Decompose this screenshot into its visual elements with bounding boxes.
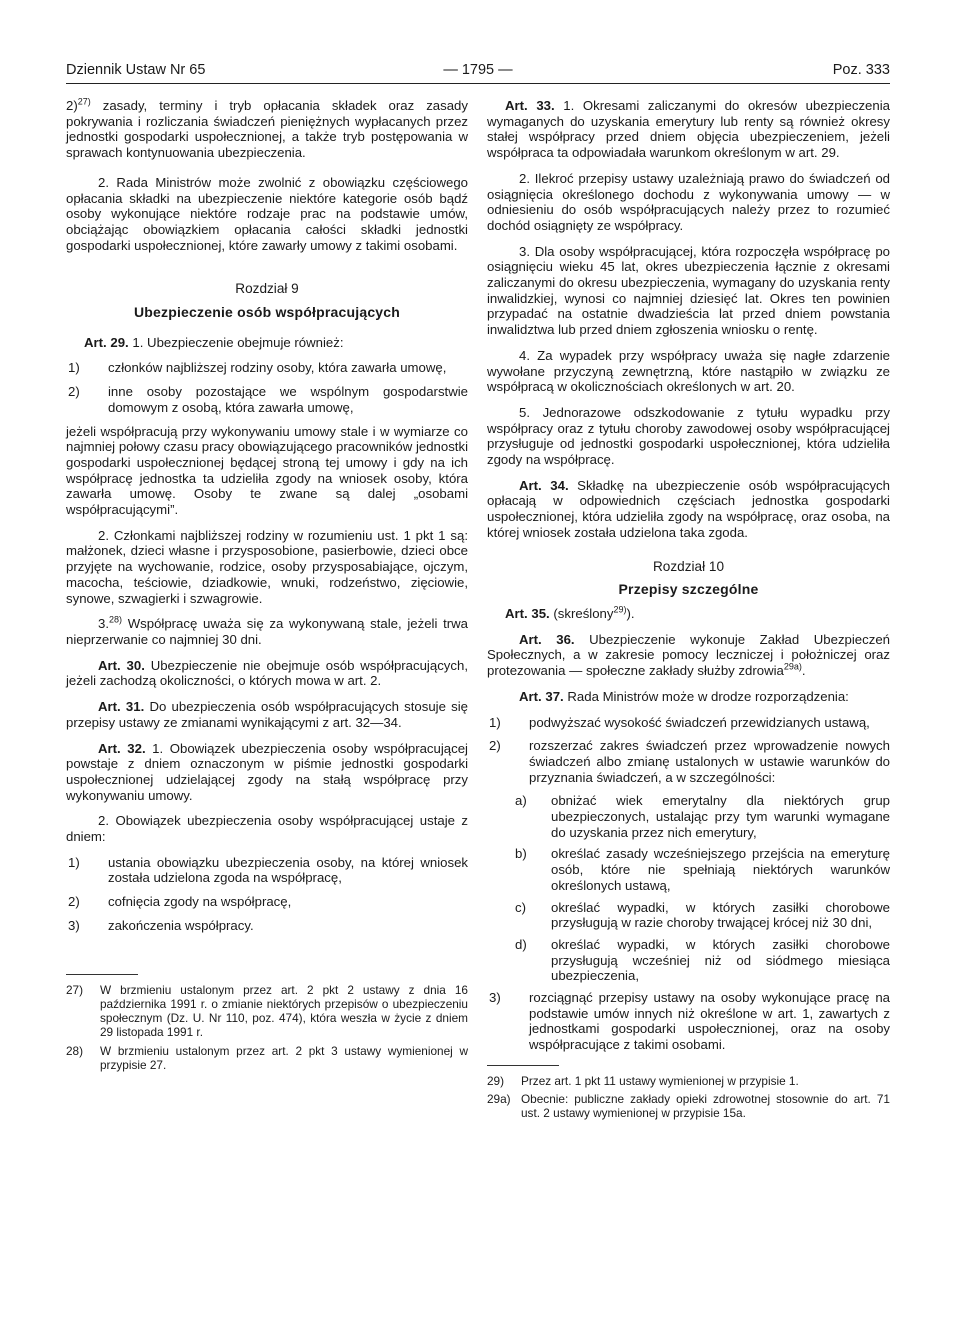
item-text: zakończenia współpracy. [108, 917, 254, 933]
article-label: Art. 32. [98, 740, 146, 756]
paragraph: 2. Obowiązek ubezpieczenia osoby współpracującej ustaje z dniem: [66, 813, 468, 845]
item-text: zasady, terminy i tryb opłacania składek oraz zasady pokrywania i rozliczania świadczeń pieniężnych wypłacanych przez jednostki gospodarki uspołecznionej, a także tryb postępowania w sprawach kontynuowania ubezpieczenia. [66, 98, 468, 161]
paragraph: 2. Członkami najbliższej rodziny w rozumieniu ust. 1 pkt 1 są: małżonek, dzieci własne i przysposobione, pasierbowie, dzieci obce przyjęte na wychowanie, rodzice, osoby przysposabiające, ojczym, macocha, teściowie, dziadkowie, wnuki, rodzeństwo, zięciowie, synowe, szwagierki i szwagrowie. [66, 527, 468, 606]
chapter-heading: Rozdział 9 [235, 281, 299, 297]
item-text: cofnięcia zgody na współpracę, [108, 894, 292, 910]
list-item [66, 918, 468, 934]
item-number: 2) [68, 384, 80, 400]
article-30 [66, 658, 468, 689]
item-number: 3) [68, 917, 80, 933]
right-column [487, 98, 890, 1125]
item-number: 1) [489, 714, 501, 730]
article-label: Art. 29. [84, 334, 129, 350]
item-text: podwyższać wysokość świadczeń przewidzianych ustawą, [529, 714, 870, 730]
article-label: Art. 33. [505, 98, 555, 113]
item-text: rozszerzać zakres świadczeń przez wprowadzenie nowych świadczeń albo zmianę ustalonych w ustawie warunków do przyznania świadczeń, a w szczególności: [529, 738, 890, 785]
article-label: Art. 31. [98, 699, 145, 715]
page-header [66, 62, 890, 84]
article-label: Art. 37. [519, 688, 564, 704]
footnote-number: 28) [66, 1043, 84, 1058]
paragraph: 3. Dla osoby współpracującej, która rozpoczęła współpracę po osiągnięciu wieku 45 lat, okres ubezpieczenia łącznie z okresami zaliczanymi do okresu ubezpieczenia, wymagany do uzyskania renty inwalidzkiej, wynosi co najmniej dziesięć lat. Okres ten powinien przypadać na ostatnie dwadzieścia lat przed dniem powstania inwalidztwa lub przed dniem zgłoszenia wniosku o rentę. [487, 243, 890, 338]
article-34 [487, 478, 890, 541]
footnote [487, 1092, 890, 1121]
footnote-text: W brzmieniu ustalonym przez art. 2 pkt 3 ustawy wymienionej w przypisie 27. [100, 1043, 468, 1073]
footnote-number: 29) [487, 1073, 505, 1088]
paragraph-number: 3. [98, 616, 109, 632]
list-item [487, 990, 890, 1053]
chapter-title: Przepisy szczególne [618, 581, 759, 598]
list-item [487, 715, 890, 731]
footnote-text: W brzmieniu ustalonym przez art. 2 pkt 2 ustawy z dnia 16 października 1991 r. o zmianie niektórych przepisów o ubezpieczeniu społecznym (Dz. U. Nr 110, poz. 474), która weszła w życie z dniem 29 listopada 1991 r. [100, 982, 468, 1040]
footnote-ref-28: 28) [109, 614, 123, 625]
footnote-rule [487, 1065, 559, 1066]
list-item [66, 384, 468, 415]
article-37 [487, 689, 890, 705]
paragraph-text: Współpracę uważa się za wykonywaną stale, jeżeli trwa nieprzerwanie co najmniej 30 dni. [66, 616, 468, 647]
paragraph [66, 616, 468, 647]
footnote [487, 1074, 890, 1088]
paragraph: jeżeli współpracują przy wykonywaniu umowy stale i w wymiarze co najmniej połowy czasu pracy obowiązującego pracowników jednostki gospodarki uspołecznionej będącej stroną tej umowy i gdy na ich współpracę jednostka ta udzieliła zgody na wniosek osoby, która zawarła umowę. Osoby te zwane są dalej „osobami współpracującymi”. [66, 423, 468, 518]
position-number: Poz. 333 [832, 62, 890, 78]
item-number: 3) [489, 990, 501, 1006]
sub-item-text: określać wypadki, w których zasiłki chorobowe przysługują w razie choroby trwającej krócej niż 30 dni, [551, 899, 890, 931]
sub-item-letter: d) [515, 936, 527, 952]
article-text: Składkę na ubezpieczenie osób współpracujących opłacają w odpowiednich częściach jednostka gospodarki uspołecznionej, która udzieliła zgody na współpracę, oraz osoba, na której wniosek została udzielona taka zgoda. [487, 477, 890, 540]
article-text: Ubezpieczenie nie obejmuje osób współpracujących, jeżeli zachodzą okoliczności, o których mowa w art. 2. [66, 657, 468, 689]
paragraph: 5. Jednorazowe odszkodowanie z tytułu wypadku przy współpracy oraz z tytułu choroby zawodowej osoby współpracującej przysługuje od jednostki gospodarki uspołecznionej, która udzieliła zgody na współpracę. [487, 404, 890, 468]
footnote-text: Obecnie: publiczne zakłady opieki zdrowotnej stosownie do art. 71 ust. 2 ustawy wymienionej w przypisie 15a. [521, 1092, 890, 1121]
sub-list-item [487, 937, 890, 984]
sub-list-item [487, 846, 890, 893]
chapter-heading: Rozdział 10 [652, 558, 725, 574]
footnote-number: 29a) [487, 1092, 511, 1107]
article-text-end: . [801, 663, 806, 679]
sub-item-text: określać zasady wcześniejszego przejścia na emeryturę osób, które nie spełniają niektórych warunków określonych ustawą, [551, 846, 890, 893]
footnote-rule [66, 974, 138, 975]
list-item [66, 894, 468, 910]
footnote-text: Przez art. 1 pkt 11 ustawy wymienionej w przypisie 1. [521, 1073, 799, 1088]
sub-item-letter: b) [515, 846, 527, 862]
article-text: Ubezpieczenie wykonuje Zakład Ubezpieczeń Społecznych, a w zakresie pomocy leczniczej i położniczej oraz protezowania — społeczne zakłady służby zdrowia [487, 631, 890, 679]
article-text-end: ). [626, 605, 635, 621]
article-31 [66, 699, 468, 730]
article-32 [66, 741, 468, 804]
article-text: (skreślony [549, 605, 614, 621]
footnote [66, 1044, 468, 1073]
paragraph: 2. Ilekroć przepisy ustawy uzależniają prawo do świadczeń od osiągnięcia określonego dochodu z wykonywania umowy — w odniesieniu do osób współpracujących należy przez to rozumieć dochód osiągnięty ze współpracy. [487, 170, 890, 233]
article-29 [66, 335, 468, 351]
footnote-ref-29: 29) [613, 604, 627, 615]
footnote-number: 27) [66, 982, 84, 997]
page-number: — 1795 — [443, 62, 513, 78]
article-text: 1. Ubezpieczenie obejmuje również: [128, 334, 344, 350]
sub-item-text: obniżać wiek emerytalny dla niektórych grup ubezpieczonych, ustalając przy tym warunki wymagane do uzyskania przez nich emerytury, [551, 793, 890, 840]
left-column [66, 98, 468, 1076]
article-35 [487, 606, 890, 622]
article-text: 1. Obowiązek ubezpieczenia osoby współpracującej powstaje z dniem oznaczonym w piśmie jednostki gospodarki uspołecznionej udzielającej zgody na stałą współpracę przy wykonywaniu umowy. [66, 740, 468, 803]
sub-list-item [487, 900, 890, 931]
sub-item-text: określać wypadki, w których zasiłki chorobowe przysługują wcześniej niż od siódmego miesiąca ubezpieczenia, [551, 936, 890, 984]
item-number: 1) [68, 854, 80, 870]
article-36 [487, 632, 890, 679]
list-item [487, 738, 890, 785]
article-label: Art. 36. [519, 631, 575, 647]
item-text: rozciągnąć przepisy ustawy na osoby wykonujące pracę na podstawie umów innych niż określone w art. 1, zawartych z jednostkami gospodarki uspołecznionej, oraz na osoby współpracujące z takimi osobami. [529, 990, 890, 1053]
sub-item-letter: c) [515, 899, 526, 915]
footnote [66, 983, 468, 1040]
article-text: Rada Ministrów może w drodze rozporządzenia: [563, 688, 849, 704]
article-label: Art. 30. [98, 657, 145, 673]
article-text: 1. Okresami zaliczanymi do okresów ubezpieczenia wymaganych do uzyskania emerytury lub renty są również okresy stałej współpracy przed dniem objęcia ubezpieczeniem, jeżeli współpraca ta odpowiadała warunkom określonym w art. 29. [487, 98, 890, 161]
item-number: 1) [68, 360, 80, 376]
article-33 [487, 98, 890, 161]
chapter-title: Ubezpieczenie osób współpracujących [133, 304, 401, 321]
article-label: Art. 34. [519, 477, 569, 493]
footnote-ref-29a: 29a) [783, 661, 802, 672]
item-number: 2) [489, 738, 501, 754]
item-text: członków najbliższej rodziny osoby, która zawarła umowę, [108, 360, 447, 376]
paragraph: 2. Rada Ministrów może zwolnić z obowiązku częściowego opłacania składki na ubezpieczenie niektóre kategorie osób bądź osoby wykonujące niektóre rodzaje prac na podstawie umów, obciążając obowiązkiem opłacania całości składki jednostki gospodarki uspołecznionej, które zawarły umowy z takimi osobami. [66, 174, 468, 253]
header-rule [66, 83, 890, 84]
item-number: 2) [68, 894, 80, 910]
article-label: Art. 35. [505, 605, 550, 621]
list-item [66, 360, 468, 376]
article-text: Do ubezpieczenia osób współpracujących stosuje się przepisy ustawy ze zmianami wynikającymi z art. 32—34. [66, 699, 468, 730]
paragraph: 4. Za wypadek przy współpracy uważa się nagłe zdarzenie wywołane przyczyną zewnętrzną, które nastąpiło w związku ze współpracą w okolicznościach określonych w art. 20. [487, 347, 890, 395]
item-number: 2) [66, 98, 78, 113]
sub-list-item [487, 793, 890, 840]
paragraph-2-item [66, 98, 468, 161]
list-item [66, 855, 468, 886]
item-text: inne osoby pozostające we wspólnym gospodarstwie domowym z osobą, która zawarła umowę, [108, 384, 468, 415]
sub-item-letter: a) [515, 793, 527, 809]
journal-title: Dziennik Ustaw Nr 65 [66, 62, 206, 78]
item-text: ustania obowiązku ubezpieczenia osoby, na której wniosek została udzielona zgoda na współpracę, [108, 854, 468, 886]
footnote-ref-27: 27) [77, 96, 91, 107]
